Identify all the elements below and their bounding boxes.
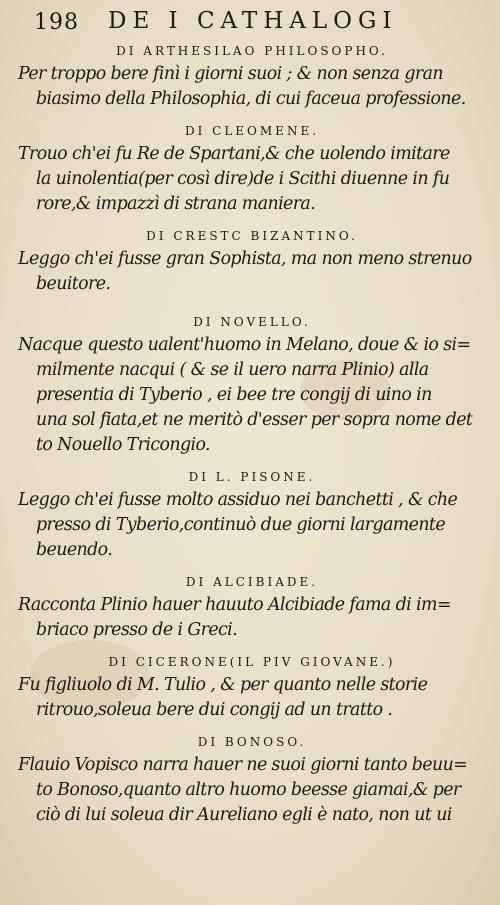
entry-heading: DI L. PISONE. (188, 470, 316, 484)
entry-heading: DI BONOSO. (197, 735, 307, 749)
entry-alcibiade (18, 571, 486, 643)
entry-line: beuendo. (36, 540, 113, 560)
entry-cleomene (18, 120, 486, 217)
entry-line: to Bonoso,quanto altro huomo beesse giamai,& per (36, 780, 461, 800)
entry-cresto (18, 225, 486, 297)
entry-line: beuitore. (36, 274, 111, 294)
entry-line: Flauio Vopisco narra hauer ne suoi giorni tanto beuu= (18, 755, 468, 775)
entry-line: Fu figliuolo di M. Tulio , & per quanto nelle storie (18, 675, 428, 695)
entry-line: Nacque questo ualent'huomo in Melano, doue & io si= (18, 335, 471, 355)
running-title: DE I CATHALOGI (108, 8, 398, 34)
entry-line: milmente nacqui ( & se il uero narra Plinio) alla (36, 360, 429, 380)
entry-line: Per troppo bere finì i giorni suoi ; & non senza gran (18, 64, 443, 84)
entry-line: Leggo ch'ei fusse molto assiduo nei banchetti , & che (18, 490, 458, 510)
entry-line: ciò di lui soleua dir Aureliano egli è nato, non ut ui (36, 805, 452, 825)
entry-pisone (18, 466, 486, 563)
entry-line: to Nouello Tricongio. (36, 435, 210, 455)
running-head (18, 4, 486, 40)
entry-line: rore,& impazzì di strana maniera. (36, 194, 316, 214)
entry-cicerone (18, 651, 486, 723)
entry-heading: DI ALCIBIADE. (185, 575, 319, 589)
entry-line: ritrouo,soleua bere dui congij ad un tratto . (36, 700, 393, 720)
entry-heading: DI NOVELLO. (193, 315, 311, 329)
entry-line: una sol fiata,et ne meritò d'esser per sopra nome det (36, 410, 473, 430)
entry-line: presentia di Tyberio , ei bee tre congij di uino in (36, 385, 432, 405)
entry-heading: DI CICERONE(IL PIV GIOVANE.) (108, 655, 396, 669)
entry-line: biasimo della Philosophia, di cui faceua professione. (36, 89, 466, 109)
entry-heading: DI CRESTC BIZANTINO. (146, 229, 358, 243)
entry-line: Trouo ch'ei fu Re de Spartani,& che uolendo imitare (18, 144, 450, 164)
entry-line: Racconta Plinio hauer hauuto Alcibiade fama di im= (18, 595, 451, 615)
entry-line: briaco presso de i Greci. (36, 620, 238, 640)
entry-line: Leggo ch'ei fusse gran Sophista, ma non meno strenuo (18, 249, 472, 269)
page-number: 198 (34, 10, 79, 35)
entry-bonoso (18, 731, 486, 828)
entry-heading: DI ARTHESILAO PHILOSOPHO. (116, 44, 388, 58)
entry-line: la uinolentia(per così dire)de i Scithi diuenne in fu (36, 169, 450, 189)
entry-novello (18, 311, 486, 458)
entry-arthesilao (18, 40, 486, 112)
entry-heading: DI CLEOMENE. (184, 124, 320, 138)
entry-line: presso di Tyberio,continuò due giorni largamente (36, 515, 446, 535)
